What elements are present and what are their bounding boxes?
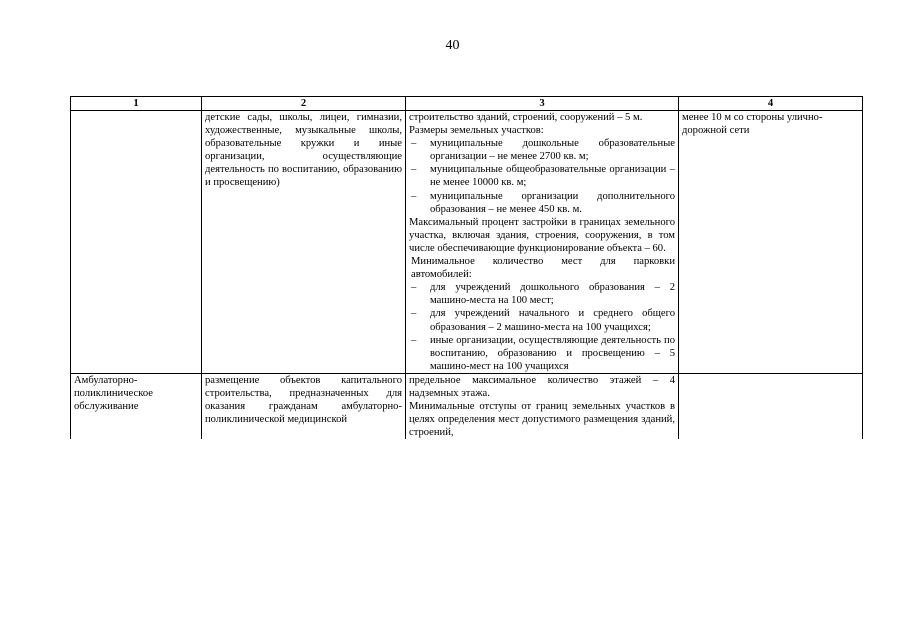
row1-col4: менее 10 м со стороны улично-дорожной сети <box>679 111 863 374</box>
list-item: – для учреждений дошкольного образования – 2 машино-места на 100 мест; <box>411 282 675 307</box>
row2-col1: Амбулаторно-поликлиническое обслуживание <box>71 373 202 439</box>
row2-col4 <box>679 373 863 439</box>
row1-col3 <box>406 111 679 374</box>
table-row <box>71 373 863 439</box>
setback-text: строительство зданий, строений, сооружений – 5 м. <box>409 112 643 123</box>
row2-col3 <box>406 373 679 439</box>
list-item: – муниципальные общеобразовательные организации – не менее 10000 кв. м; <box>411 164 675 189</box>
header-row <box>71 97 863 111</box>
table-row <box>71 111 863 374</box>
header-col-3: 3 <box>406 97 679 111</box>
row2-col2: размещение объектов капитального строительства, предназначенных для оказания гражданам амбулаторно-поликлинической медицинской <box>202 373 406 439</box>
page-number: 40 <box>445 38 460 53</box>
regulations-table <box>70 96 863 439</box>
header-col-4: 4 <box>679 97 863 111</box>
row1-col2: детские сады, школы, лицеи, гимназии, художественные, музыкальные школы, образовательные кружки и иные организации, осуществляющие деятельность по воспитанию, образованию и просвещению) <box>202 111 406 374</box>
header-col-1: 1 <box>71 97 202 111</box>
parking-list <box>409 281 675 373</box>
plot-sizes-list <box>409 137 675 216</box>
plot-sizes-title: Размеры земельных участков: <box>409 125 544 137</box>
parking-title: Минимальное количество мест для парковки автомобилей: <box>411 256 675 281</box>
list-item: – муниципальные организации дополнительного образования – не менее 450 кв. м. <box>411 190 675 215</box>
min-setbacks-text: Минимальные отступы от границ земельных участков в целях определения мест допустимого размещения зданий, строений, <box>409 401 675 439</box>
list-item: – иные организации, осуществляющие деятельность по воспитанию, образованию и просвещению – 5 машино-мест на 100 учащихся <box>411 334 675 372</box>
list-item: – муниципальные дошкольные образовательные организации – не менее 2700 кв. м; <box>411 138 675 163</box>
build-percent-text: Максимальный процент застройки в границах земельного участка, включая здания, строения, сооружения, в том числе обеспечивающие функционирование объекта – 60. <box>409 216 675 254</box>
row1-col1 <box>71 111 202 374</box>
max-floors-text: предельное максимальное количество этажей – 4 надземных этажа. <box>409 374 675 399</box>
header-col-2: 2 <box>202 97 406 111</box>
list-item: – для учреждений начального и среднего общего образования – 2 машино-места на 100 учащихся; <box>411 308 675 333</box>
